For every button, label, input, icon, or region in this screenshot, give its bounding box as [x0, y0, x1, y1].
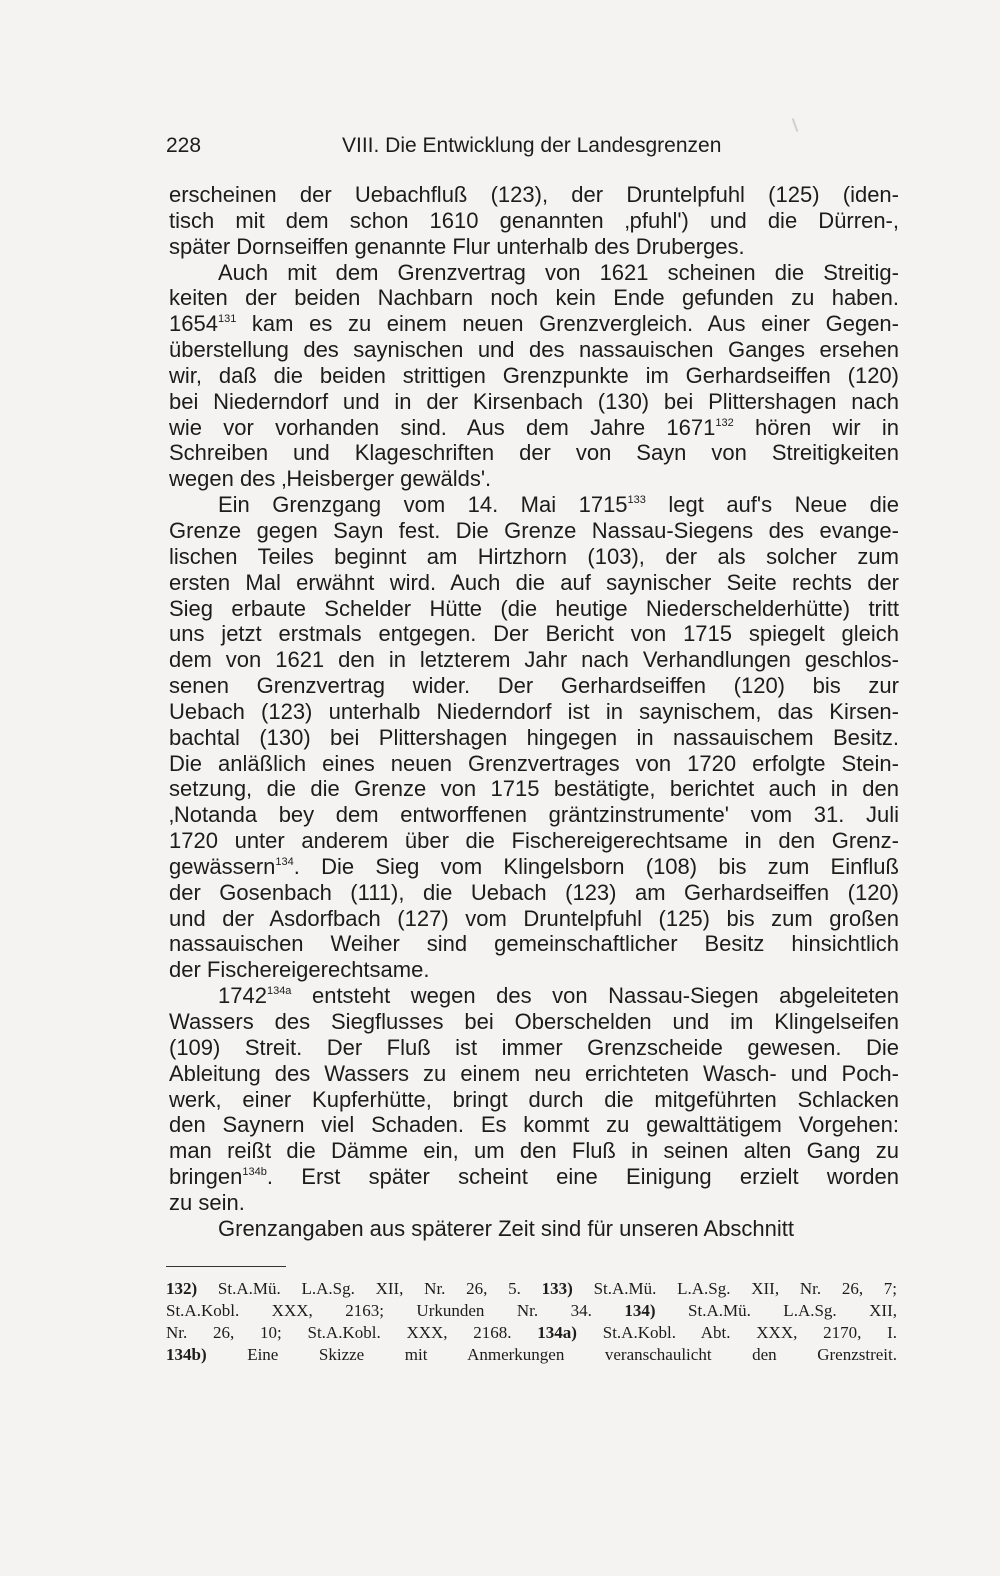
text-line: $1742^{134a}$ entsteht wegen des von Nassau-Siegen abgeleiteten [218, 983, 899, 1009]
text-line: wegen des ‚Heisberger gewälds'. [169, 466, 492, 492]
text-line: gewässern$^{134}$. Die Sieg vom Klingelsborn (108) bis zum Einfluß [169, 853, 899, 879]
text-line: und der Asdorfbach (127) vom Druntelpfuhl (125) bis zum großen [169, 905, 899, 931]
text-line: ersten Mal erwähnt wird. Auch die auf saynischer Seite rechts der [169, 569, 899, 595]
footnote-number: 133) [541, 1279, 573, 1298]
text-line: 1720 unter anderem über die Fischereigerechtsame in den Grenz- [169, 828, 899, 854]
text-line: werk, einer Kupferhütte, bringt durch die mitgeführten Schlacken [169, 1086, 899, 1112]
text-line: der Fischereigerechtsame. [169, 957, 430, 983]
text-line: überstellung des saynischen und des nassauischen Ganges ersehen [169, 337, 899, 363]
footnote-number: 132) [166, 1279, 198, 1298]
text-line: zu sein. [169, 1189, 245, 1215]
footnote-ref: 131 [217, 313, 237, 326]
footnote-number: 134a) [537, 1323, 577, 1342]
text-line: bei Niederndorf und in der Kirsenbach (130) bei Plittershagen nach [169, 388, 899, 414]
text-line: nassauischen Weiher sind gemeinschaftlicher Besitz hinsichtlich [169, 931, 899, 957]
text-line: den Saynern viel Schaden. Es kommt zu gewalttätigem Vorgehen: [169, 1112, 899, 1138]
text-line: tisch mit dem schon 1610 genannten ‚pfuhl') und die Dürren-, [169, 207, 899, 233]
text-line: Sieg erbaute Schelder Hütte (die heutige Niederschelderhütte) tritt [169, 595, 899, 621]
text-line: senen Grenzvertrag wider. Der Gerhardseiffen (120) bis zur [169, 673, 899, 699]
text-line: Die anläßlich eines neuen Grenzvertrages von 1720 erfolgte Stein- [169, 750, 899, 776]
text-line: (109) Streit. Der Fluß ist immer Grenzscheide gewesen. Die [169, 1034, 899, 1060]
footnote-ref: 133 [627, 494, 646, 507]
text-line: Uebach (123) unterhalb Niederndorf ist in saynischem, das Kirsen- [169, 698, 899, 724]
footnote-line: Nr. 26, 10; St.A.Kobl. XXX, 2168. 134a) St.A.Kobl. Abt. XXX, 2170, I. [166, 1323, 898, 1342]
text-line: lischen Teiles beginnt am Hirtzhorn (103), der als solcher zum [169, 543, 899, 569]
text-line: setzung, die die Grenze von 1715 bestätigte, berichtet auch in den [169, 776, 899, 802]
footnote-number: 134) [624, 1301, 656, 1320]
text-line: der Gosenbach (111), die Uebach (123) am Gerhardseiffen (120) [169, 879, 899, 905]
text-line: Ein Grenzgang vom 14. Mai 1715$^{133}$ legt auf's Neue die [218, 492, 899, 518]
text-line: wir, daß die beiden strittigen Grenzpunkte im Gerhardseiffen (120) [169, 362, 899, 388]
footnotes [166, 1278, 897, 1366]
text-line: 1654$^{131}$ kam es zu einem neuen Grenzvergleich. Aus einer Gegen- [169, 311, 899, 337]
text-line: später Dornseiffen genannte Flur unterhalb des Druberges. [169, 233, 745, 259]
running-head: VIII. Die Entwicklung der Landesgrenzen [342, 134, 722, 157]
text-line: keiten der beiden Nachbarn noch kein Ende gefunden zu haben. [169, 285, 899, 311]
text-line: uns jetzt erstmals entgegen. Der Bericht von 1715 spiegelt gleich [169, 621, 899, 647]
text-line: Grenzangaben aus späterer Zeit sind für unseren Abschnitt [218, 1215, 795, 1241]
footnote-ref: 132 [715, 416, 734, 429]
text-line: erscheinen der Uebachfluß (123), der Druntelpfuhl (125) (iden- [169, 182, 899, 207]
text-line: dem von 1621 den in letzterem Jahr nach Verhandlungen geschlos- [169, 647, 899, 673]
footnote-ref: 134a [266, 985, 292, 998]
text-line: Schreiben und Klageschriften der von Sayn von Streitigkeiten [169, 440, 899, 466]
footnote-ref: 134b [242, 1166, 267, 1179]
footnote-line: St.A.Kobl. XXX, 2163; Urkunden Nr. 34. 134) St.A.Mü. L.A.Sg. XII, [166, 1301, 898, 1320]
text-line: wie vor vorhanden sind. Aus dem Jahre 1671$^{132}$ hören wir in [169, 414, 899, 440]
text-line: bringen$^{134b}$. Erst später scheint eine Einigung erzielt worden [169, 1164, 899, 1190]
text-line: Grenze gegen Sayn fest. Die Grenze Nassau-Siegens des evange- [169, 517, 899, 543]
footnote-ref: 134 [275, 855, 294, 868]
text-line: Wassers des Siegflusses bei Oberschelden und im Klingelseifen [169, 1009, 899, 1034]
text-line: bachtal (130) bei Plittershagen hingegen in nassauischem Besitz. [169, 724, 899, 750]
footnote-line: 134b) Eine Skizze mit Anmerkungen veranschaulicht den Grenzstreit. [166, 1345, 897, 1364]
page-number: 228 [166, 134, 202, 157]
footnote-line: 132) St.A.Mü. L.A.Sg. XII, Nr. 26, 5. 133) St.A.Mü. L.A.Sg. XII, Nr. 26, 7; [166, 1279, 898, 1298]
footnote-number: 134b) [166, 1345, 207, 1364]
text-line: Auch mit dem Grenzvertrag von 1621 scheinen die Streitig- [218, 259, 899, 285]
footnote-divider [166, 1266, 286, 1267]
text-line: Ableitung des Wassers zu einem neu errichteten Wasch- und Poch- [169, 1060, 899, 1086]
text-line: ‚Notanda bey dem entworffenen gräntzinstrumente' vom 31. Juli [169, 802, 899, 828]
page-header [166, 131, 906, 161]
text-line: man reißt die Dämme ein, um den Fluß in seinen alten Gang zu [169, 1138, 899, 1164]
scan-mark [792, 118, 799, 132]
body-text [169, 182, 899, 1242]
